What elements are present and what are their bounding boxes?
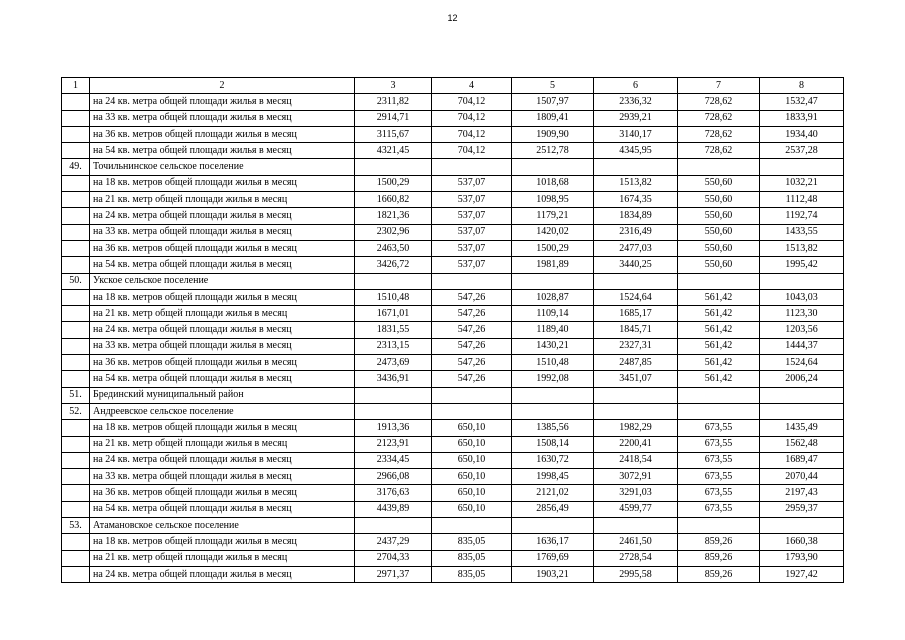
value-cell bbox=[512, 387, 594, 403]
value-cell bbox=[432, 273, 512, 289]
value-cell: 547,26 bbox=[432, 289, 512, 305]
value-cell: 1532,47 bbox=[760, 94, 844, 110]
row-number-cell bbox=[62, 192, 90, 208]
value-cell bbox=[512, 403, 594, 419]
row-name-cell: на 24 кв. метра общей площади жилья в месяц bbox=[90, 94, 355, 110]
value-cell: 1809,41 bbox=[512, 110, 594, 126]
row-number-cell: 53. bbox=[62, 518, 90, 534]
table-row bbox=[62, 387, 844, 403]
row-number-cell bbox=[62, 436, 90, 452]
table-row bbox=[62, 355, 844, 371]
value-cell: 1685,17 bbox=[594, 306, 678, 322]
table-row bbox=[62, 501, 844, 517]
value-cell bbox=[594, 387, 678, 403]
value-cell: 1433,55 bbox=[760, 224, 844, 240]
value-cell: 550,60 bbox=[678, 208, 760, 224]
value-cell: 561,42 bbox=[678, 338, 760, 354]
value-cell bbox=[355, 403, 432, 419]
value-cell: 1510,48 bbox=[355, 289, 432, 305]
value-cell bbox=[760, 403, 844, 419]
value-cell: 1500,29 bbox=[512, 240, 594, 256]
value-cell: 2856,49 bbox=[512, 501, 594, 517]
table-row bbox=[62, 322, 844, 338]
value-cell: 1098,95 bbox=[512, 192, 594, 208]
value-cell: 704,12 bbox=[432, 126, 512, 142]
value-cell: 1513,82 bbox=[594, 175, 678, 191]
value-cell: 1032,21 bbox=[760, 175, 844, 191]
page-number: 12 bbox=[447, 13, 458, 23]
value-cell: 550,60 bbox=[678, 224, 760, 240]
row-number-cell: 50. bbox=[62, 273, 90, 289]
value-cell: 3426,72 bbox=[355, 257, 432, 273]
table-row bbox=[62, 110, 844, 126]
row-number-cell: 51. bbox=[62, 387, 90, 403]
value-cell: 1507,97 bbox=[512, 94, 594, 110]
row-name-cell: на 18 кв. метров общей площади жилья в месяц bbox=[90, 534, 355, 550]
row-number-cell bbox=[62, 534, 90, 550]
value-cell: 3140,17 bbox=[594, 126, 678, 142]
value-cell bbox=[678, 387, 760, 403]
value-cell: 728,62 bbox=[678, 143, 760, 159]
value-cell: 4439,89 bbox=[355, 501, 432, 517]
value-cell: 1671,01 bbox=[355, 306, 432, 322]
value-cell bbox=[678, 403, 760, 419]
row-name-cell: Атамановское сельское поселение bbox=[90, 518, 355, 534]
value-cell: 547,26 bbox=[432, 338, 512, 354]
value-cell bbox=[432, 518, 512, 534]
value-cell: 3440,25 bbox=[594, 257, 678, 273]
row-number-cell bbox=[62, 257, 90, 273]
value-cell: 1018,68 bbox=[512, 175, 594, 191]
value-cell: 537,07 bbox=[432, 240, 512, 256]
value-cell: 2311,82 bbox=[355, 94, 432, 110]
row-number-cell bbox=[62, 452, 90, 468]
value-cell: 1934,40 bbox=[760, 126, 844, 142]
value-cell bbox=[512, 518, 594, 534]
value-cell: 2959,37 bbox=[760, 501, 844, 517]
row-number-cell bbox=[62, 322, 90, 338]
value-cell: 673,55 bbox=[678, 485, 760, 501]
value-cell: 650,10 bbox=[432, 485, 512, 501]
row-name-cell: на 33 кв. метра общей площади жилья в месяц bbox=[90, 338, 355, 354]
value-cell: 3436,91 bbox=[355, 371, 432, 387]
row-name-cell: на 36 кв. метров общей площади жилья в месяц bbox=[90, 240, 355, 256]
value-cell: 1982,29 bbox=[594, 420, 678, 436]
value-cell: 1524,64 bbox=[594, 289, 678, 305]
value-cell: 673,55 bbox=[678, 436, 760, 452]
value-cell: 1995,42 bbox=[760, 257, 844, 273]
table-header-row bbox=[62, 78, 844, 94]
row-name-cell: на 36 кв. метров общей площади жилья в месяц bbox=[90, 485, 355, 501]
table-row bbox=[62, 240, 844, 256]
table-row bbox=[62, 550, 844, 566]
table-body bbox=[62, 78, 844, 583]
row-name-cell: на 36 кв. метров общей площади жилья в месяц bbox=[90, 355, 355, 371]
value-cell: 537,07 bbox=[432, 192, 512, 208]
value-cell bbox=[432, 387, 512, 403]
row-name-cell: на 18 кв. метров общей площади жилья в месяц bbox=[90, 420, 355, 436]
value-cell: 3451,07 bbox=[594, 371, 678, 387]
value-cell: 1043,03 bbox=[760, 289, 844, 305]
value-cell: 2966,08 bbox=[355, 469, 432, 485]
value-cell bbox=[678, 273, 760, 289]
row-number-cell bbox=[62, 175, 90, 191]
value-cell bbox=[355, 273, 432, 289]
table-row bbox=[62, 436, 844, 452]
value-cell: 547,26 bbox=[432, 306, 512, 322]
value-cell: 1192,74 bbox=[760, 208, 844, 224]
value-cell: 1660,82 bbox=[355, 192, 432, 208]
value-cell: 859,26 bbox=[678, 550, 760, 566]
value-cell: 859,26 bbox=[678, 566, 760, 582]
value-cell: 1793,90 bbox=[760, 550, 844, 566]
value-cell: 4345,95 bbox=[594, 143, 678, 159]
value-cell: 2939,21 bbox=[594, 110, 678, 126]
value-cell: 550,60 bbox=[678, 192, 760, 208]
value-cell: 673,55 bbox=[678, 501, 760, 517]
value-cell: 2200,41 bbox=[594, 436, 678, 452]
value-cell: 1834,89 bbox=[594, 208, 678, 224]
value-cell bbox=[594, 403, 678, 419]
row-number-cell bbox=[62, 289, 90, 305]
value-cell: 1689,47 bbox=[760, 452, 844, 468]
value-cell: 561,42 bbox=[678, 371, 760, 387]
value-cell: 673,55 bbox=[678, 452, 760, 468]
table-row bbox=[62, 566, 844, 582]
value-cell: 2728,54 bbox=[594, 550, 678, 566]
value-cell: 1444,37 bbox=[760, 338, 844, 354]
value-cell: 2704,33 bbox=[355, 550, 432, 566]
value-cell: 1909,90 bbox=[512, 126, 594, 142]
value-cell: 537,07 bbox=[432, 208, 512, 224]
row-name-cell: на 33 кв. метра общей площади жилья в месяц bbox=[90, 469, 355, 485]
row-number-cell bbox=[62, 371, 90, 387]
value-cell: 2477,03 bbox=[594, 240, 678, 256]
row-number-cell bbox=[62, 143, 90, 159]
value-cell: 2463,50 bbox=[355, 240, 432, 256]
value-cell: 2302,96 bbox=[355, 224, 432, 240]
column-header: 5 bbox=[512, 78, 594, 94]
row-number-cell bbox=[62, 566, 90, 582]
value-cell: 1630,72 bbox=[512, 452, 594, 468]
row-number-cell bbox=[62, 306, 90, 322]
value-cell: 537,07 bbox=[432, 175, 512, 191]
value-cell: 1998,45 bbox=[512, 469, 594, 485]
table-row bbox=[62, 257, 844, 273]
value-cell: 1833,91 bbox=[760, 110, 844, 126]
value-cell: 1674,35 bbox=[594, 192, 678, 208]
value-cell: 3291,03 bbox=[594, 485, 678, 501]
row-number-cell bbox=[62, 469, 90, 485]
tariff-table bbox=[61, 77, 844, 583]
value-cell: 2123,91 bbox=[355, 436, 432, 452]
value-cell: 1385,56 bbox=[512, 420, 594, 436]
value-cell bbox=[355, 518, 432, 534]
value-cell: 1500,29 bbox=[355, 175, 432, 191]
value-cell: 550,60 bbox=[678, 175, 760, 191]
value-cell bbox=[512, 159, 594, 175]
value-cell: 2313,15 bbox=[355, 338, 432, 354]
row-number-cell bbox=[62, 355, 90, 371]
row-name-cell: Андреевское сельское поселение bbox=[90, 403, 355, 419]
value-cell: 1821,36 bbox=[355, 208, 432, 224]
row-name-cell: на 54 кв. метра общей площади жилья в месяц bbox=[90, 257, 355, 273]
column-header: 1 bbox=[62, 78, 90, 94]
column-header: 8 bbox=[760, 78, 844, 94]
value-cell: 2197,43 bbox=[760, 485, 844, 501]
value-cell: 1435,49 bbox=[760, 420, 844, 436]
row-name-cell: на 54 кв. метра общей площади жилья в месяц bbox=[90, 143, 355, 159]
row-number-cell bbox=[62, 126, 90, 142]
row-name-cell: на 18 кв. метров общей площади жилья в месяц bbox=[90, 175, 355, 191]
value-cell: 2316,49 bbox=[594, 224, 678, 240]
row-name-cell: на 21 кв. метр общей площади жилья в месяц bbox=[90, 550, 355, 566]
column-header: 4 bbox=[432, 78, 512, 94]
value-cell bbox=[594, 273, 678, 289]
value-cell: 4321,45 bbox=[355, 143, 432, 159]
value-cell bbox=[760, 159, 844, 175]
value-cell: 2487,85 bbox=[594, 355, 678, 371]
value-cell: 1981,89 bbox=[512, 257, 594, 273]
value-cell: 537,07 bbox=[432, 224, 512, 240]
value-cell: 728,62 bbox=[678, 110, 760, 126]
value-cell: 2336,32 bbox=[594, 94, 678, 110]
row-number-cell: 49. bbox=[62, 159, 90, 175]
value-cell: 1913,36 bbox=[355, 420, 432, 436]
value-cell: 835,05 bbox=[432, 566, 512, 582]
value-cell bbox=[760, 518, 844, 534]
row-name-cell: на 24 кв. метра общей площади жилья в месяц bbox=[90, 452, 355, 468]
value-cell: 4599,77 bbox=[594, 501, 678, 517]
table-row bbox=[62, 192, 844, 208]
table-row bbox=[62, 534, 844, 550]
value-cell: 1430,21 bbox=[512, 338, 594, 354]
value-cell: 561,42 bbox=[678, 322, 760, 338]
column-header: 6 bbox=[594, 78, 678, 94]
row-number-cell bbox=[62, 240, 90, 256]
value-cell: 547,26 bbox=[432, 371, 512, 387]
table-row bbox=[62, 159, 844, 175]
value-cell: 3176,63 bbox=[355, 485, 432, 501]
table-row bbox=[62, 420, 844, 436]
row-name-cell: на 54 кв. метра общей площади жилья в месяц bbox=[90, 371, 355, 387]
row-number-cell bbox=[62, 338, 90, 354]
table-row bbox=[62, 518, 844, 534]
row-number-cell bbox=[62, 110, 90, 126]
table-row bbox=[62, 338, 844, 354]
value-cell: 1420,02 bbox=[512, 224, 594, 240]
value-cell: 1123,30 bbox=[760, 306, 844, 322]
value-cell: 673,55 bbox=[678, 420, 760, 436]
row-name-cell: на 24 кв. метра общей площади жилья в месяц bbox=[90, 208, 355, 224]
table-row bbox=[62, 94, 844, 110]
value-cell: 2995,58 bbox=[594, 566, 678, 582]
value-cell: 2971,37 bbox=[355, 566, 432, 582]
value-cell: 561,42 bbox=[678, 289, 760, 305]
value-cell: 547,26 bbox=[432, 322, 512, 338]
value-cell: 1992,08 bbox=[512, 371, 594, 387]
table-row bbox=[62, 175, 844, 191]
row-name-cell: на 54 кв. метра общей площади жилья в месяц bbox=[90, 501, 355, 517]
value-cell bbox=[355, 159, 432, 175]
value-cell: 650,10 bbox=[432, 452, 512, 468]
row-name-cell: на 36 кв. метров общей площади жилья в месяц bbox=[90, 126, 355, 142]
table-row bbox=[62, 126, 844, 142]
value-cell: 1903,21 bbox=[512, 566, 594, 582]
row-name-cell: на 21 кв. метр общей площади жилья в месяц bbox=[90, 192, 355, 208]
table-row bbox=[62, 143, 844, 159]
value-cell: 650,10 bbox=[432, 420, 512, 436]
value-cell: 704,12 bbox=[432, 110, 512, 126]
value-cell: 704,12 bbox=[432, 94, 512, 110]
column-header: 7 bbox=[678, 78, 760, 94]
table-row bbox=[62, 224, 844, 240]
value-cell: 650,10 bbox=[432, 469, 512, 485]
row-name-cell: Брединский муниципальный район bbox=[90, 387, 355, 403]
table-row bbox=[62, 289, 844, 305]
value-cell: 1203,56 bbox=[760, 322, 844, 338]
value-cell: 2914,71 bbox=[355, 110, 432, 126]
value-cell: 1845,71 bbox=[594, 322, 678, 338]
value-cell: 1028,87 bbox=[512, 289, 594, 305]
value-cell bbox=[760, 273, 844, 289]
value-cell: 3115,67 bbox=[355, 126, 432, 142]
value-cell: 650,10 bbox=[432, 501, 512, 517]
value-cell: 2512,78 bbox=[512, 143, 594, 159]
value-cell: 1109,14 bbox=[512, 306, 594, 322]
row-number-cell bbox=[62, 94, 90, 110]
value-cell: 1513,82 bbox=[760, 240, 844, 256]
row-number-cell bbox=[62, 485, 90, 501]
value-cell: 550,60 bbox=[678, 257, 760, 273]
table-row bbox=[62, 306, 844, 322]
value-cell bbox=[594, 159, 678, 175]
column-header: 3 bbox=[355, 78, 432, 94]
value-cell bbox=[512, 273, 594, 289]
value-cell: 859,26 bbox=[678, 534, 760, 550]
value-cell: 2334,45 bbox=[355, 452, 432, 468]
value-cell: 3072,91 bbox=[594, 469, 678, 485]
value-cell: 1636,17 bbox=[512, 534, 594, 550]
row-name-cell: на 21 кв. метр общей площади жилья в месяц bbox=[90, 436, 355, 452]
value-cell: 673,55 bbox=[678, 469, 760, 485]
value-cell: 2327,31 bbox=[594, 338, 678, 354]
value-cell: 1508,14 bbox=[512, 436, 594, 452]
value-cell bbox=[432, 159, 512, 175]
value-cell bbox=[678, 159, 760, 175]
value-cell: 2537,28 bbox=[760, 143, 844, 159]
value-cell: 1179,21 bbox=[512, 208, 594, 224]
value-cell: 704,12 bbox=[432, 143, 512, 159]
value-cell: 2473,69 bbox=[355, 355, 432, 371]
value-cell: 2070,44 bbox=[760, 469, 844, 485]
value-cell: 547,26 bbox=[432, 355, 512, 371]
row-number-cell: 52. bbox=[62, 403, 90, 419]
row-name-cell: на 18 кв. метров общей площади жилья в месяц bbox=[90, 289, 355, 305]
value-cell: 1927,42 bbox=[760, 566, 844, 582]
value-cell: 1112,48 bbox=[760, 192, 844, 208]
row-name-cell: на 24 кв. метра общей площади жилья в месяц bbox=[90, 566, 355, 582]
row-number-cell bbox=[62, 224, 90, 240]
table-row bbox=[62, 485, 844, 501]
value-cell: 1831,55 bbox=[355, 322, 432, 338]
table-row bbox=[62, 208, 844, 224]
value-cell: 1660,38 bbox=[760, 534, 844, 550]
value-cell bbox=[594, 518, 678, 534]
row-name-cell: на 21 кв. метр общей площади жилья в месяц bbox=[90, 306, 355, 322]
value-cell: 2461,50 bbox=[594, 534, 678, 550]
row-name-cell: на 24 кв. метра общей площади жилья в месяц bbox=[90, 322, 355, 338]
row-name-cell: на 33 кв. метра общей площади жилья в месяц bbox=[90, 110, 355, 126]
table-row bbox=[62, 403, 844, 419]
value-cell: 537,07 bbox=[432, 257, 512, 273]
table-row bbox=[62, 469, 844, 485]
value-cell bbox=[760, 387, 844, 403]
table-row bbox=[62, 371, 844, 387]
value-cell bbox=[355, 387, 432, 403]
row-number-cell bbox=[62, 501, 90, 517]
value-cell: 2437,29 bbox=[355, 534, 432, 550]
value-cell: 1510,48 bbox=[512, 355, 594, 371]
value-cell: 550,60 bbox=[678, 240, 760, 256]
value-cell: 2418,54 bbox=[594, 452, 678, 468]
value-cell: 1562,48 bbox=[760, 436, 844, 452]
value-cell: 650,10 bbox=[432, 436, 512, 452]
value-cell: 1769,69 bbox=[512, 550, 594, 566]
table-row bbox=[62, 273, 844, 289]
value-cell: 835,05 bbox=[432, 534, 512, 550]
table-row bbox=[62, 452, 844, 468]
value-cell: 728,62 bbox=[678, 126, 760, 142]
value-cell: 835,05 bbox=[432, 550, 512, 566]
row-name-cell: на 33 кв. метра общей площади жилья в месяц bbox=[90, 224, 355, 240]
row-name-cell: Точильнинское сельское поселение bbox=[90, 159, 355, 175]
row-name-cell: Укское сельское поселение bbox=[90, 273, 355, 289]
row-number-cell bbox=[62, 420, 90, 436]
value-cell: 1524,64 bbox=[760, 355, 844, 371]
value-cell: 2121,02 bbox=[512, 485, 594, 501]
row-number-cell bbox=[62, 550, 90, 566]
row-number-cell bbox=[62, 208, 90, 224]
value-cell: 561,42 bbox=[678, 355, 760, 371]
value-cell: 2006,24 bbox=[760, 371, 844, 387]
value-cell: 1189,40 bbox=[512, 322, 594, 338]
column-header: 2 bbox=[90, 78, 355, 94]
value-cell: 728,62 bbox=[678, 94, 760, 110]
value-cell bbox=[678, 518, 760, 534]
value-cell bbox=[432, 403, 512, 419]
value-cell: 561,42 bbox=[678, 306, 760, 322]
